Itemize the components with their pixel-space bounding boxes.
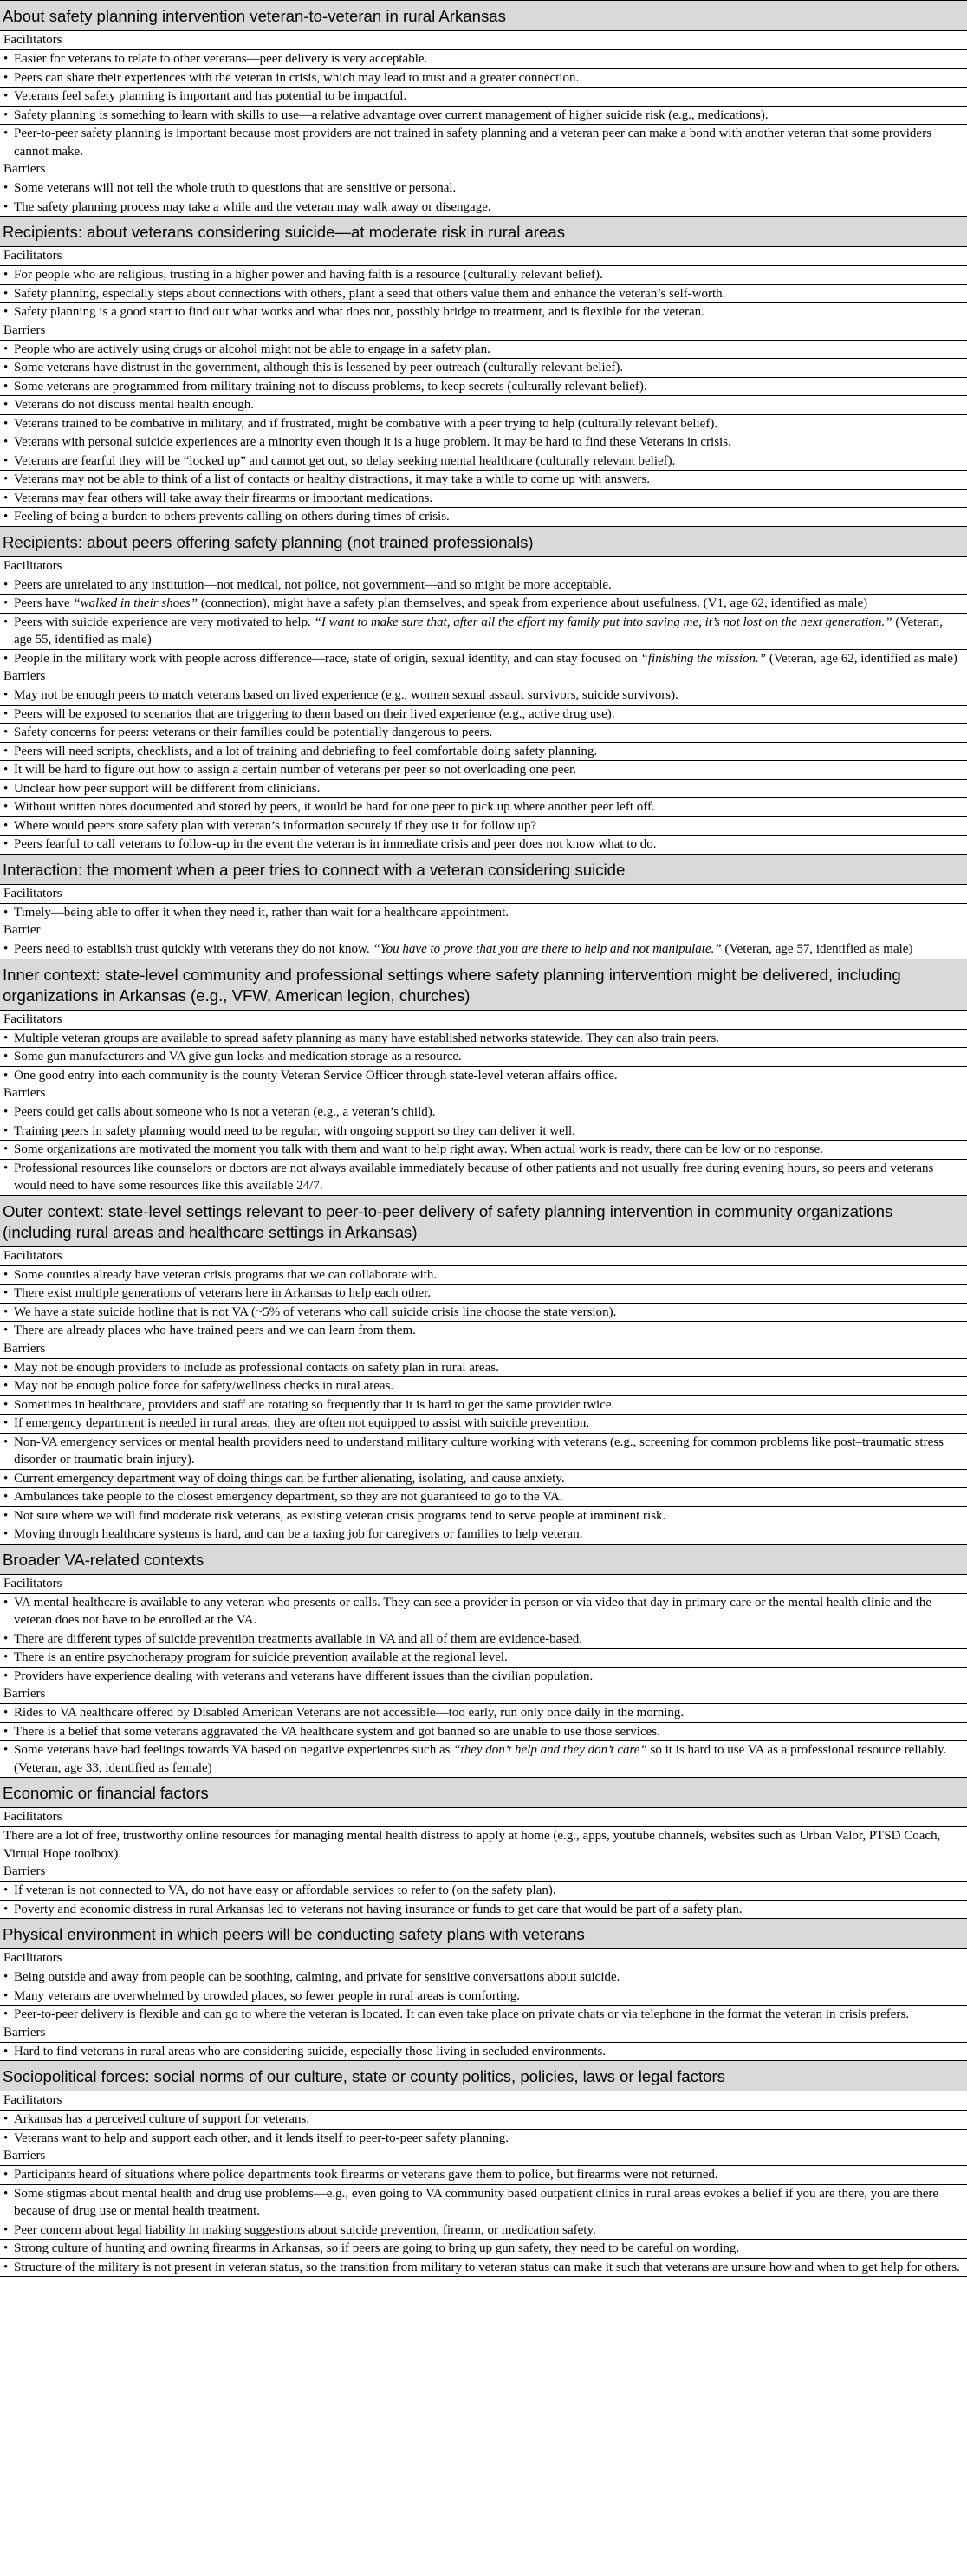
- bullet-icon: •: [3, 1324, 9, 1337]
- table-row: [0, 2221, 967, 2241]
- finding-text: Professional resources like counselors or doctors are not always available immediately because of other patients and not usually free during evening hours, so peers and veterans would need to have some resources like this available 24/7.: [14, 1161, 934, 1193]
- finding-text: Some counties already have veteran crisis programs that we can collaborate with.: [14, 1267, 438, 1282]
- finding-text: If veteran is not connected to VA, do not have easy or affordable services to refer to (on the safety plan).: [14, 1883, 556, 1897]
- group-label: Barriers: [0, 2024, 967, 2043]
- bullet-icon: •: [3, 1724, 9, 1739]
- bullet-icon: •: [3, 107, 9, 122]
- table-row: [0, 904, 967, 922]
- table-row: [0, 2166, 967, 2185]
- bullet-icon: •: [3, 818, 9, 833]
- table-row: [0, 1359, 967, 1378]
- bullet-icon: •: [3, 577, 9, 592]
- group-label: Barrier: [0, 921, 967, 940]
- bullet-icon: •: [3, 905, 9, 920]
- bullet-icon: •: [3, 2186, 9, 2201]
- finding-text: If emergency department is needed in rural areas, they are often not equipped to assist with suicide prevention.: [14, 1416, 590, 1430]
- table-row: [0, 1048, 967, 1067]
- finding-text: Some stigmas about mental health and drug use problems—e.g., even going to VA community based outpatient clinics in rural areas evokes a belief if you are there, you are there because of drug use or mental health treatment.: [14, 2186, 939, 2218]
- table-row: [0, 1141, 967, 1160]
- table-row: [0, 1415, 967, 1434]
- bullet-icon: •: [3, 1434, 9, 1449]
- finding-group: [0, 247, 967, 322]
- finding-text: People in the military work with people across difference—race, state of origin, sexual identity, and can stay focused on “finishing the mission.” (Veteran, age 62, identified as male): [14, 651, 957, 666]
- table-row: [0, 1488, 967, 1507]
- bullet-icon: •: [3, 379, 9, 394]
- bullet-icon: •: [3, 1105, 9, 1119]
- bullet-icon: •: [3, 763, 9, 777]
- finding-text: Safety planning is something to learn with skills to use—a relative advantage over current management of higher suicide risk (e.g., medications).: [14, 107, 769, 122]
- group-label: Facilitators: [0, 885, 967, 904]
- finding-group: [0, 557, 967, 668]
- table-row: [0, 1649, 967, 1668]
- finding-text: There are already places who have trained peers and we can learn from them.: [14, 1324, 416, 1337]
- section-header: Interaction: the moment when a peer tries to connect with a veteran considering suicide: [0, 855, 967, 885]
- bullet-icon: •: [3, 510, 9, 524]
- table-row: [0, 378, 967, 397]
- finding-text: Without written notes documented and stored by peers, it would be hard for one peer to pick up where another peer left off.: [14, 800, 655, 814]
- table-row: [0, 471, 967, 490]
- bullet-icon: •: [3, 416, 9, 431]
- table-row: [0, 359, 967, 378]
- finding-text: Peer concern about legal liability in making suggestions about suicide prevention, firearm, or medication safety.: [14, 2222, 596, 2237]
- bullet-icon: •: [3, 342, 9, 356]
- table-section: [0, 1918, 967, 2060]
- finding-text: Peers are unrelated to any institution—not medical, not police, not government—and so might be more acceptable.: [14, 577, 612, 592]
- finding-text: Some veterans will not tell the whole truth to questions that are sensitive or personal.: [14, 181, 457, 195]
- table-row: [0, 650, 967, 668]
- bullet-icon: •: [3, 1743, 9, 1757]
- table-section: [0, 1544, 967, 1778]
- section-header: Recipients: about peers offering safety planning (not trained professionals): [0, 527, 967, 557]
- group-label: Barriers: [0, 322, 967, 341]
- finding-text: The safety planning process may take a while and the veteran may walk away or disengage.: [14, 199, 491, 214]
- bullet-icon: •: [3, 1123, 9, 1138]
- table-row: [0, 798, 967, 817]
- table-row: [0, 1704, 967, 1723]
- finding-text: Veterans want to help and support each other, and it lends itself to peer-to-peer safety planning.: [14, 2130, 509, 2145]
- finding-group: [0, 31, 967, 160]
- table-row: [0, 1968, 967, 1987]
- table-row: [0, 836, 967, 854]
- table-row: [0, 780, 967, 799]
- table-row: [0, 88, 967, 107]
- table-section: [0, 2060, 967, 2277]
- bullet-icon: •: [3, 435, 9, 449]
- finding-text: We have a state suicide hotline that is not VA (~5% of veterans who call suicide crisis line choose the state version).: [14, 1304, 617, 1319]
- table-row: [0, 1266, 967, 1285]
- table-row: [0, 2185, 967, 2221]
- table-row: [0, 1668, 967, 1686]
- table-row: [0, 706, 967, 725]
- finding-text: Veterans with personal suicide experiences are a minority even though it is a huge problem. It may be hard to find these Veterans in crisis.: [14, 435, 731, 449]
- section-header: Inner context: state-level community and professional settings where safety planning intervention might be delivered, including organizations in Arkansas (e.g., VFW, American legion, churches): [0, 959, 967, 1011]
- finding-text: Safety planning is a good start to find out what works and what does not, possibly bridge to treatment, and is flexible for the veteran.: [14, 305, 704, 319]
- bullet-icon: •: [3, 70, 9, 85]
- group-label: Facilitators: [0, 557, 967, 576]
- finding-text: Veterans may fear others will take away their firearms or important medications.: [14, 491, 433, 505]
- bullet-icon: •: [3, 1360, 9, 1375]
- bullet-icon: •: [3, 2168, 9, 2182]
- finding-group: [0, 1340, 967, 1544]
- bullet-icon: •: [3, 286, 9, 301]
- bullet-icon: •: [3, 1706, 9, 1720]
- table-row: [0, 1987, 967, 2007]
- finding-text: There is an entire psychotherapy program for suicide prevention available at the regional level.: [14, 1650, 508, 1664]
- bullet-icon: •: [3, 1142, 9, 1156]
- finding-text: Some organizations are motivated the moment you talk with them and want to help right away. When actual work is ready, there can be low or no response.: [14, 1142, 823, 1156]
- finding-text: Rides to VA healthcare offered by Disabled American Veterans are not accessible—too early, run only once daily in the morning.: [14, 1706, 685, 1720]
- bullet-icon: •: [3, 2044, 9, 2059]
- finding-text: Peer-to-peer delivery is flexible and can go to where the veteran is located. It can even take place on private chats or via telephone in the format the veteran in crisis prefers.: [14, 2007, 910, 2021]
- table-row: [0, 69, 967, 88]
- finding-text: May not be enough peers to match veterans based on lived experience (e.g., women sexual assault survivors, suicide survivors).: [14, 688, 678, 702]
- table-row: [0, 107, 967, 126]
- bullet-icon: •: [3, 1068, 9, 1083]
- table-row: [0, 724, 967, 743]
- finding-text: Veterans are fearful they will be “locked up” and cannot get out, so delay seeking mental healthcare (culturally relevant belief).: [14, 453, 676, 468]
- table-row: [0, 396, 967, 415]
- finding-group: [0, 1863, 967, 1918]
- table-row: [0, 341, 967, 360]
- finding-text: Moving through healthcare systems is hard, and can be a taxing job for caregivers or families to help veteran.: [14, 1527, 583, 1541]
- table-row: [0, 1470, 967, 1489]
- table-row: [0, 595, 967, 614]
- group-label: Facilitators: [0, 1575, 967, 1594]
- bullet-icon: •: [3, 491, 9, 505]
- bullet-icon: •: [3, 268, 9, 282]
- table-row: [0, 266, 967, 285]
- finding-group: [0, 1949, 967, 2024]
- finding-text: Peers will need scripts, checklists, and a lot of training and debriefing to feel comfortable doing safety planning.: [14, 744, 598, 758]
- bullet-icon: •: [3, 1031, 9, 1045]
- group-label: Facilitators: [0, 1011, 967, 1030]
- table-row: [0, 686, 967, 706]
- group-label: Barriers: [0, 1863, 967, 1882]
- group-label: Facilitators: [0, 31, 967, 50]
- bullet-icon: •: [3, 706, 9, 721]
- finding-text: Veterans do not discuss mental health enough.: [14, 398, 255, 412]
- finding-text: Providers have experience dealing with veterans and veterans have different issues than the civilian population.: [14, 1669, 594, 1683]
- group-label: Barriers: [0, 2147, 967, 2166]
- finding-group: [0, 2024, 967, 2061]
- finding-text: Feeling of being a burden to others prevents calling on others during times of crisis.: [14, 510, 450, 524]
- finding-text: Veterans feel safety planning is important and has potential to be impactful.: [14, 89, 407, 103]
- bullet-icon: •: [3, 1490, 9, 1504]
- group-label: Facilitators: [0, 1808, 967, 1827]
- group-label: Barriers: [0, 1340, 967, 1359]
- finding-text: Timely—being able to offer it when they need it, rather than wait for a healthcare appointment.: [14, 905, 509, 920]
- finding-group: [0, 2147, 967, 2276]
- finding-text: Some veterans have bad feelings towards VA based on negative experiences such as “they don’t help and they don’t care” so it is hard to use VA as a professional resource reliably. (Veteran, age 33, identified as female): [14, 1743, 947, 1775]
- finding-text: Safety planning, especially steps about connections with others, plant a seed that others value them and enhance the veteran’s self-worth.: [14, 286, 726, 301]
- bullet-icon: •: [3, 127, 9, 140]
- bullet-icon: •: [3, 2222, 9, 2237]
- table-row: [0, 1030, 967, 1049]
- finding-group: [0, 1685, 967, 1777]
- group-label: Barriers: [0, 667, 967, 686]
- bullet-icon: •: [3, 305, 9, 319]
- table-row: [0, 2043, 967, 2061]
- finding-group: [0, 1808, 967, 1863]
- bullet-icon: •: [3, 472, 9, 486]
- table-section: [0, 1777, 967, 1918]
- table-row: [0, 1067, 967, 1085]
- group-label: Facilitators: [0, 1949, 967, 1968]
- table-section: [0, 526, 967, 854]
- bullet-icon: •: [3, 688, 9, 702]
- table-row: [0, 743, 967, 762]
- bullet-icon: •: [3, 744, 9, 758]
- section-header: Physical environment in which peers will be conducting safety plans with veterans: [0, 1919, 967, 1949]
- group-label: Barriers: [0, 1685, 967, 1704]
- bullet-icon: •: [3, 781, 9, 796]
- bullet-icon: •: [3, 398, 9, 412]
- table-section: [0, 1195, 967, 1544]
- table-row: [0, 940, 967, 959]
- finding-group: [0, 1247, 967, 1340]
- finding-text: Peers need to establish trust quickly with veterans they do not know. “You have to prove that you are there to help and not manipulate.” (Veteran, age 57, identified as male): [14, 942, 913, 956]
- bullet-icon: •: [3, 2112, 9, 2126]
- finding-group: [0, 160, 967, 216]
- table-row: [0, 1594, 967, 1630]
- table-row: [0, 1827, 967, 1863]
- finding-text: Arkansas has a perceived culture of support for veterans.: [14, 2112, 310, 2126]
- bullet-icon: •: [3, 1416, 9, 1430]
- bullet-icon: •: [3, 89, 9, 103]
- table-row: [0, 303, 967, 322]
- table-row: [0, 1304, 967, 1323]
- table-row: [0, 1103, 967, 1122]
- table-section: [0, 216, 967, 526]
- finding-text: Veterans trained to be combative in military, and if frustrated, might be combative with a peer trying to help (culturally relevant belief).: [14, 416, 718, 431]
- finding-text: Poverty and economic distress in rural Arkansas led to veterans not having insurance or funds to get care that would be part of a safety plan.: [14, 1902, 743, 1916]
- finding-text: Ambulances take people to the closest emergency department, so they are not guaranteed to go to the VA.: [14, 1490, 563, 1504]
- finding-text: May not be enough police force for safety/wellness checks in rural areas.: [14, 1379, 394, 1393]
- bullet-icon: •: [3, 2260, 9, 2274]
- section-header: Sociopolitical forces: social norms of our culture, state or county politics, policies, laws or legal factors: [0, 2061, 967, 2091]
- table-row: [0, 2130, 967, 2148]
- bullet-icon: •: [3, 1286, 9, 1300]
- table-section: [0, 854, 967, 959]
- finding-group: [0, 1011, 967, 1085]
- finding-text: Peers will be exposed to scenarios that are triggering to them based on their lived experience (e.g., active drug use).: [14, 706, 615, 721]
- bullet-icon: •: [3, 725, 9, 739]
- finding-text: Unclear how peer support will be different from clinicians.: [14, 781, 321, 796]
- table-row: [0, 1160, 967, 1195]
- bullet-icon: •: [3, 1970, 9, 1984]
- bullet-icon: •: [3, 1902, 9, 1916]
- finding-text: There is a belief that some veterans aggravated the VA healthcare system and got banned so are unable to use those services.: [14, 1724, 660, 1739]
- table-row: [0, 1507, 967, 1526]
- table-row: [0, 1901, 967, 1919]
- finding-text: There are different types of suicide prevention treatments available in VA and all of them are evidence-based.: [14, 1631, 582, 1646]
- table-row: [0, 614, 967, 650]
- bullet-icon: •: [3, 1050, 9, 1064]
- table-section: [0, 0, 967, 216]
- finding-text: There are a lot of free, trustworthy online resources for managing mental health distress to apply at home (e.g., apps, youtube channels, websites such as Urban Valor, PTSD Coach, Virtual Hope toolbox).: [3, 1829, 941, 1861]
- bullet-icon: •: [3, 1397, 9, 1412]
- table-row: [0, 1322, 967, 1340]
- table-row: [0, 198, 967, 217]
- table-row: [0, 490, 967, 509]
- table-row: [0, 2240, 967, 2259]
- table-row: [0, 179, 967, 198]
- bullet-icon: •: [3, 1508, 9, 1523]
- table-row: [0, 1122, 967, 1142]
- finding-text: Peers fearful to call veterans to follow-up in the event the veteran is in immediate crisis and peer does not know what to do.: [14, 837, 657, 851]
- finding-group: [0, 2091, 967, 2147]
- finding-text: Structure of the military is not present in veteran status, so the transition from military to veteran status can make it such that veterans are unsure how and when to get help for others.: [14, 2260, 960, 2274]
- bullet-icon: •: [3, 1595, 9, 1610]
- bullet-icon: •: [3, 1669, 9, 1683]
- bullet-icon: •: [3, 1267, 9, 1282]
- table-row: [0, 433, 967, 452]
- group-label: Barriers: [0, 160, 967, 179]
- table-row: [0, 817, 967, 836]
- table-row: [0, 125, 967, 160]
- bullet-icon: •: [3, 651, 9, 666]
- finding-text: Peer-to-peer safety planning is important because most providers are not trained in safety planning and a veteran peer can make a bond with another veteran that some providers cannot make.: [14, 127, 931, 159]
- finding-group: [0, 322, 967, 526]
- finding-text: May not be enough providers to include as professional contacts on safety plan in rural areas.: [14, 1360, 499, 1375]
- table-row: [0, 1882, 967, 1901]
- finding-text: Hard to find veterans in rural areas who are considering suicide, especially those living in secluded environments.: [14, 2044, 607, 2059]
- bullet-icon: •: [3, 615, 9, 629]
- finding-text: Strong culture of hunting and owning firearms in Arkansas, so if peers are going to bring up gun safety, they need to be careful on wording.: [14, 2241, 740, 2255]
- bullet-icon: •: [3, 1988, 9, 2003]
- finding-text: One good entry into each community is the county Veteran Service Officer through state-level veteran affairs office.: [14, 1068, 618, 1083]
- finding-text: Sometimes in healthcare, providers and staff are rotating so frequently that it is hard to get the same provider twice.: [14, 1397, 615, 1412]
- table-row: [0, 415, 967, 434]
- finding-text: It will be hard to figure out how to assign a certain number of veterans per peer so not overloading one peer.: [14, 763, 576, 777]
- finding-text: Peers with suicide experience are very motivated to help. “I want to make sure that, after all the effort my family put into saving me, it’s not lost on the next generation.” (Veteran, age 55, identified as male): [14, 615, 943, 647]
- table-row: [0, 1396, 967, 1415]
- table-row: [0, 1434, 967, 1470]
- bullet-icon: •: [3, 837, 9, 851]
- finding-group: [0, 1084, 967, 1195]
- finding-text: Training peers in safety planning would need to be regular, with ongoing support so they can deliver it well.: [14, 1123, 575, 1138]
- bullet-icon: •: [3, 453, 9, 468]
- bullet-icon: •: [3, 1650, 9, 1664]
- finding-group: [0, 1575, 967, 1686]
- table-row: [0, 2006, 967, 2024]
- section-header: Outer context: state-level settings relevant to peer-to-peer delivery of safety planning intervention in community organizations (including rural areas and healthcare settings in Arkansas): [0, 1196, 967, 1247]
- bullet-icon: •: [3, 2130, 9, 2145]
- finding-text: Being outside and away from people can be soothing, calming, and private for sensitive conversations about suicide.: [14, 1970, 620, 1984]
- finding-text: Multiple veteran groups are available to spread safety planning as many have established networks statewide. They can also train peers.: [14, 1031, 720, 1045]
- finding-text: Non-VA emergency services or mental health providers need to understand military culture working with veterans (e.g., screening for common problems like post–traumatic stress disorder or traumatic brain injury).: [14, 1434, 944, 1467]
- table-row: [0, 1741, 967, 1777]
- finding-text: Veterans may not be able to think of a list of contacts or healthy distractions, it may take a while to come up with answers.: [14, 472, 650, 486]
- bullet-icon: •: [3, 1471, 9, 1486]
- bullet-icon: •: [3, 1304, 9, 1319]
- finding-group: [0, 921, 967, 959]
- finding-text: Not sure where we will find moderate risk veterans, as existing veteran crisis programs tend to serve people at imminent risk.: [14, 1508, 666, 1523]
- section-header: Economic or financial factors: [0, 1778, 967, 1808]
- finding-text: People who are actively using drugs or alcohol might not be able to engage in a safety plan.: [14, 342, 490, 356]
- bullet-icon: •: [3, 800, 9, 814]
- finding-group: [0, 667, 967, 854]
- table-row: [0, 2111, 967, 2130]
- group-label: Facilitators: [0, 247, 967, 266]
- finding-text: VA mental healthcare is available to any veteran who presents or calls. They can see a provider in person or via video that day in primary care or the mental health clinic and the veteran does not have to be enrolled at the VA.: [14, 1595, 932, 1627]
- group-label: Facilitators: [0, 1247, 967, 1266]
- table-row: [0, 285, 967, 304]
- finding-text: For people who are religious, trusting in a higher power and having faith is a resource (culturally relevant belief).: [14, 268, 603, 282]
- bullet-icon: •: [3, 1161, 9, 1175]
- table-row: [0, 452, 967, 472]
- table-row: [0, 508, 967, 526]
- finding-group: [0, 885, 967, 922]
- bullet-icon: •: [3, 1379, 9, 1393]
- section-header: Recipients: about veterans considering suicide—at moderate risk in rural areas: [0, 217, 967, 247]
- finding-text: There exist multiple generations of veterans here in Arkansas to help each other.: [14, 1286, 432, 1300]
- bullet-icon: •: [3, 1631, 9, 1646]
- finding-text: Peers could get calls about someone who is not a veteran (e.g., a veteran’s child).: [14, 1105, 436, 1119]
- table-row: [0, 2259, 967, 2277]
- section-header: Broader VA-related contexts: [0, 1545, 967, 1575]
- table-row: [0, 1723, 967, 1742]
- bullet-icon: •: [3, 52, 9, 66]
- bullet-icon: •: [3, 199, 9, 214]
- table-row: [0, 1377, 967, 1396]
- bullet-icon: •: [3, 1527, 9, 1541]
- table-row: [0, 50, 967, 69]
- group-label: Facilitators: [0, 2091, 967, 2111]
- finding-text: Participants heard of situations where police departments took firearms or veterans gave them to police, but firearms were not returned.: [14, 2168, 718, 2182]
- table-row: [0, 576, 967, 595]
- finding-text: Some gun manufacturers and VA give gun locks and medication storage as a resource.: [14, 1050, 462, 1064]
- bullet-icon: •: [3, 2007, 9, 2021]
- finding-text: Where would peers store safety plan with veteran’s information securely if they use it for follow up?: [14, 818, 537, 833]
- finding-text: Current emergency department way of doing things can be further alienating, isolating, and cause anxiety.: [14, 1471, 565, 1486]
- finding-text: Peers have “walked in their shoes” (connection), might have a safety plan themselves, and speak from experience about usefulness. (V1, age 62, identified as male): [14, 596, 868, 610]
- group-label: Barriers: [0, 1084, 967, 1103]
- table-row: [0, 1630, 967, 1649]
- finding-text: Many veterans are overwhelmed by crowded places, so fewer people in rural areas is comforting.: [14, 1988, 520, 2003]
- finding-text: Safety concerns for peers: veterans or their families could be potentially dangerous to peers.: [14, 725, 493, 739]
- table-row: [0, 1525, 967, 1544]
- finding-text: Easier for veterans to relate to other veterans—peer delivery is very acceptable.: [14, 52, 428, 66]
- finding-text: Some veterans are programmed from military training not to discuss problems, to keep secrets (culturally relevant belief).: [14, 379, 647, 394]
- finding-text: Some veterans have distrust in the government, although this is lessened by peer outreach (culturally relevant belief).: [14, 361, 624, 374]
- finding-text: Peers can share their experiences with the veteran in crisis, which may lead to trust and a greater connection.: [14, 70, 580, 85]
- table-section: [0, 959, 967, 1195]
- bullet-icon: •: [3, 361, 9, 374]
- table-row: [0, 1285, 967, 1304]
- section-header: About safety planning intervention veteran-to-veteran in rural Arkansas: [0, 1, 967, 31]
- bullet-icon: •: [3, 2241, 9, 2255]
- table-row: [0, 761, 967, 780]
- bullet-icon: •: [3, 596, 9, 610]
- bullet-icon: •: [3, 942, 9, 956]
- bullet-icon: •: [3, 1883, 9, 1897]
- bullet-icon: •: [3, 181, 9, 195]
